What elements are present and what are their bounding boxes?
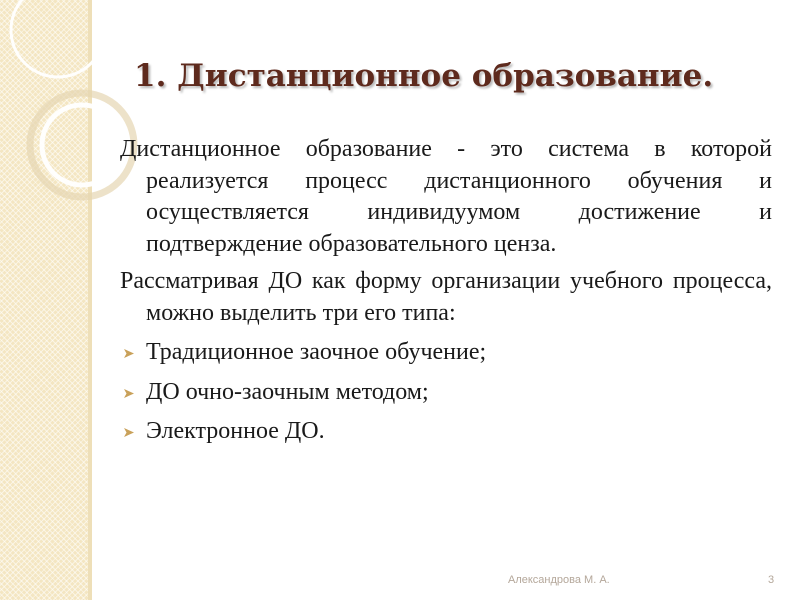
list-item-text: Электронное ДО. xyxy=(146,418,325,444)
footer-author: Александрова М. А. xyxy=(508,574,610,586)
definition-paragraph: Дистанционное образование - это система в которой реализуется процесс дистанционного обучения и осуществляется индивидуумом достижение и подтверждение образовательного ценза. xyxy=(120,136,772,257)
list-item xyxy=(120,337,772,369)
types-intro-paragraph: Рассматривая ДО как форму организации учебного процесса, можно выделить три его типа: xyxy=(120,268,772,326)
arrowhead-bullet-icon xyxy=(123,427,135,438)
types-list xyxy=(120,337,772,448)
arrowhead-bullet-icon xyxy=(123,388,135,399)
list-item-text: ДО очно-заочным методом; xyxy=(146,378,429,405)
slide-body xyxy=(120,134,772,448)
slide-title: 1. Дистанционное образование. xyxy=(134,58,714,94)
list-item-text: Традиционное заочное обучение; xyxy=(146,339,487,365)
arrowhead-bullet-icon xyxy=(123,348,135,359)
list-item xyxy=(120,416,772,448)
list-item xyxy=(120,377,772,409)
page-number: 3 xyxy=(768,574,775,586)
